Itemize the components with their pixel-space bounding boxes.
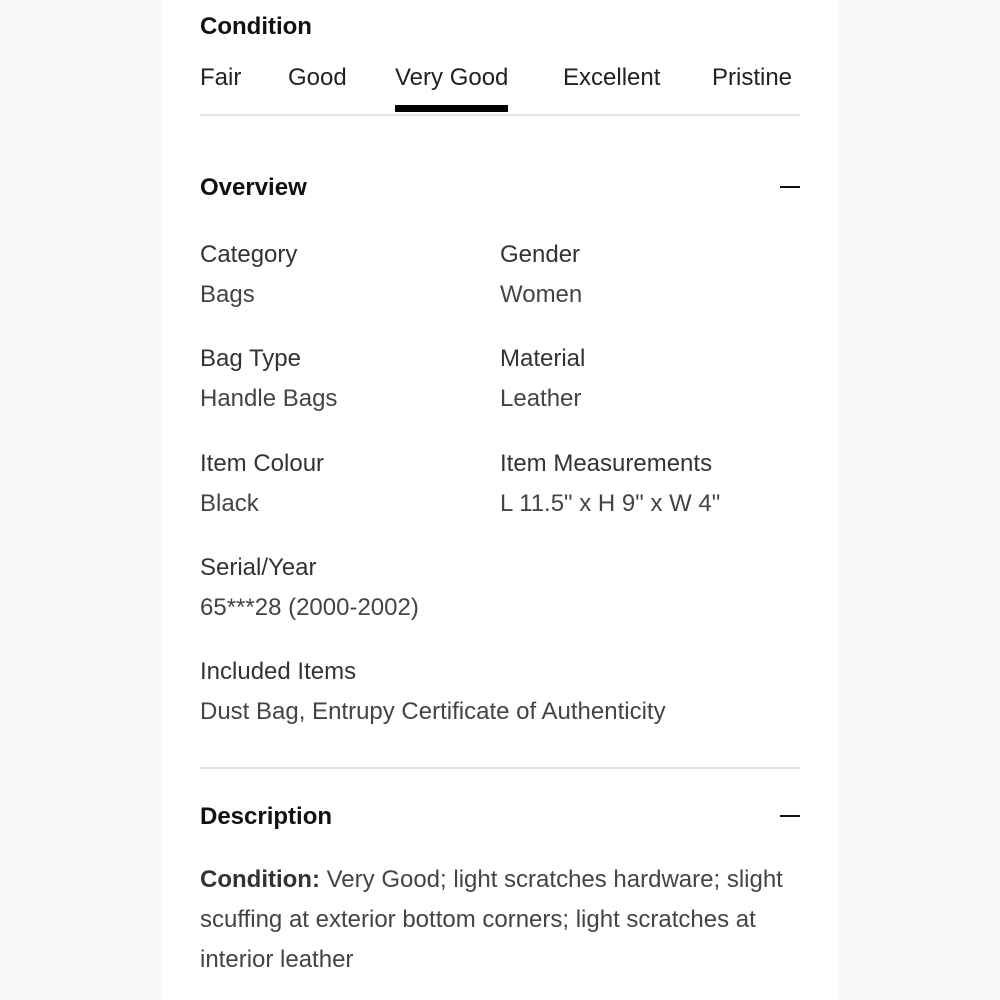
description-condition-label: Condition:	[200, 866, 320, 893]
field-value: Bags	[200, 281, 255, 308]
tab-pristine[interactable]: Pristine	[712, 64, 793, 91]
field-label: Bag Type	[200, 345, 301, 372]
field-label: Category	[200, 241, 298, 268]
field-value: Black	[200, 490, 259, 517]
field-item-measurements	[500, 448, 800, 520]
field-item-colour	[200, 448, 500, 520]
overview-title: Overview	[200, 174, 307, 201]
condition-heading: Condition	[200, 13, 312, 40]
field-label: Item Colour	[200, 450, 325, 477]
field-value: Dust Bag, Entrupy Certificate of Authenticity	[200, 698, 666, 725]
field-value: Women	[500, 281, 583, 308]
description-condition-text: Very Good; light scratches hardware; slight scuffing at exterior bottom corners; light scratches at interior leather	[200, 866, 783, 973]
field-value: L 11.5" x H 9" x W 4"	[500, 490, 721, 517]
field-label: Serial/Year	[200, 554, 317, 581]
product-details-panel	[162, 0, 838, 1000]
field-bag-type	[200, 343, 500, 415]
tab-excellent[interactable]: Excellent	[563, 64, 661, 91]
field-category	[200, 239, 500, 311]
product-details-content	[200, 0, 800, 1000]
tab-very-good[interactable]: Very Good	[395, 62, 508, 94]
description-header[interactable]	[200, 801, 800, 833]
tab-fair[interactable]: Fair	[200, 64, 242, 91]
field-material	[500, 343, 800, 415]
description-text	[200, 860, 800, 980]
field-label: Item Measurements	[500, 450, 713, 477]
field-label: Included Items	[200, 658, 357, 685]
minus-icon[interactable]	[780, 815, 800, 817]
condition-tabs	[200, 62, 800, 116]
section-divider	[200, 767, 800, 769]
overview-header[interactable]	[200, 172, 800, 204]
minus-icon[interactable]	[780, 186, 800, 188]
field-serial-year	[200, 552, 500, 624]
field-value: Handle Bags	[200, 385, 338, 412]
field-label: Gender	[500, 241, 581, 268]
field-label: Material	[500, 345, 586, 372]
field-value: 65***28 (2000-2002)	[200, 594, 419, 621]
field-included-items	[200, 656, 800, 728]
tab-good[interactable]: Good	[288, 64, 347, 91]
description-title: Description	[200, 803, 333, 830]
field-gender	[500, 239, 800, 311]
field-value: Leather	[500, 385, 582, 412]
